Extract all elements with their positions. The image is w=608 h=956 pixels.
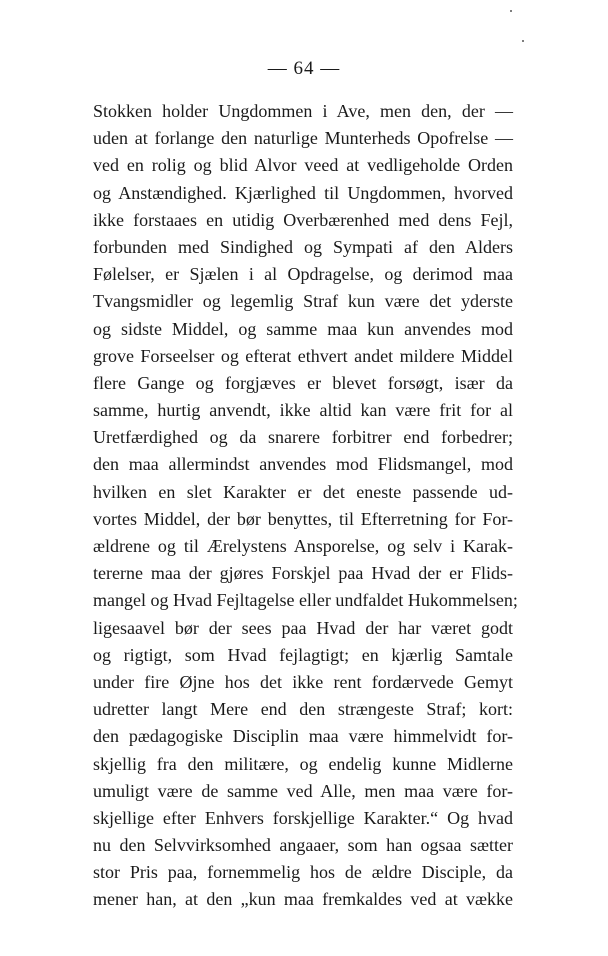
text-line: under fire Øjne hos det ikke rent fordærvede Gemyt: [93, 671, 513, 692]
scan-speck: [522, 40, 524, 42]
text-line: grove Forseelser og efterat ethvert andet mildere Middel: [93, 345, 513, 366]
body-text: [93, 98, 518, 914]
text-line: tererne maa der gjøres Forskjel paa Hvad der er Flids-: [93, 563, 513, 584]
text-line: Følelser, er Sjælen i al Opdragelse, og derimod maa: [93, 264, 513, 285]
text-line: vortes Middel, der bør benyttes, til Efterretning for For-: [93, 508, 513, 529]
text-line: hvilken en slet Karakter er det eneste passende ud-: [93, 481, 513, 502]
text-line: uden at forlange den naturlige Munterheds Opofrelse —: [93, 128, 513, 149]
text-line: Tvangsmidler og legemlig Straf kun være det yderste: [93, 291, 513, 312]
page-number: — 64 —: [267, 58, 341, 79]
text-line: skjellige efter Enhvers forskjellige Karakter.“ Og hvad: [93, 807, 513, 828]
text-line: Uretfærdighed og da snarere forbitrer end forbedrer;: [93, 427, 513, 448]
text-line: den pædagogiske Disciplin maa være himmelvidt for-: [93, 726, 513, 747]
text-line: ligesaavel bør der sees paa Hvad der har været godt: [93, 617, 513, 638]
text-line: ældrene og til Ærelystens Ansporelse, og selv i Karak-: [93, 536, 513, 556]
text-line: udretter langt Mere end den strængeste Straf; kort:: [93, 699, 513, 720]
text-line: mangel og Hvad Fejltagelse eller undfaldet Hukommelsen;: [93, 590, 518, 611]
text-line: og sidste Middel, og samme maa kun anvendes mod: [93, 318, 513, 339]
text-line: nu den Selvvirksomhed angaaer, som han ogsaa sætter: [93, 835, 513, 856]
text-line: ikke forstaaes en utidig Overbærenhed med dens Fejl,: [93, 209, 513, 230]
scan-speck: [510, 10, 512, 12]
text-line: og Anstændighed. Kjærlighed til Ungdommen, hvorved: [93, 182, 513, 203]
text-line: skjellig fra den militære, og endelig kunne Midlerne: [93, 753, 513, 774]
text-line: stor Pris paa, fornemmelig hos de ældre Disciple, da: [93, 862, 513, 883]
text-line: og rigtigt, som Hvad fejlagtigt; en kjærlig Samtale: [93, 644, 513, 665]
text-line: flere Gange og forgjæves er blevet forsøgt, især da: [93, 372, 513, 393]
text-line: mener han, at den „kun maa fremkaldes ved at vække: [93, 889, 513, 910]
text-line: ved en rolig og blid Alvor veed at vedligeholde Orden: [93, 155, 513, 176]
text-line: samme, hurtig anvendt, ikke altid kan være frit for al: [93, 400, 513, 421]
text-line: den maa allermindst anvendes mod Flidsmangel, mod: [93, 454, 513, 475]
text-line: forbunden med Sindighed og Sympati af den Alders: [93, 236, 513, 257]
text-line: umuligt være de samme ved Alle, men maa være for-: [93, 780, 513, 801]
text-line: Stokken holder Ungdommen i Ave, men den, der —: [93, 101, 513, 121]
